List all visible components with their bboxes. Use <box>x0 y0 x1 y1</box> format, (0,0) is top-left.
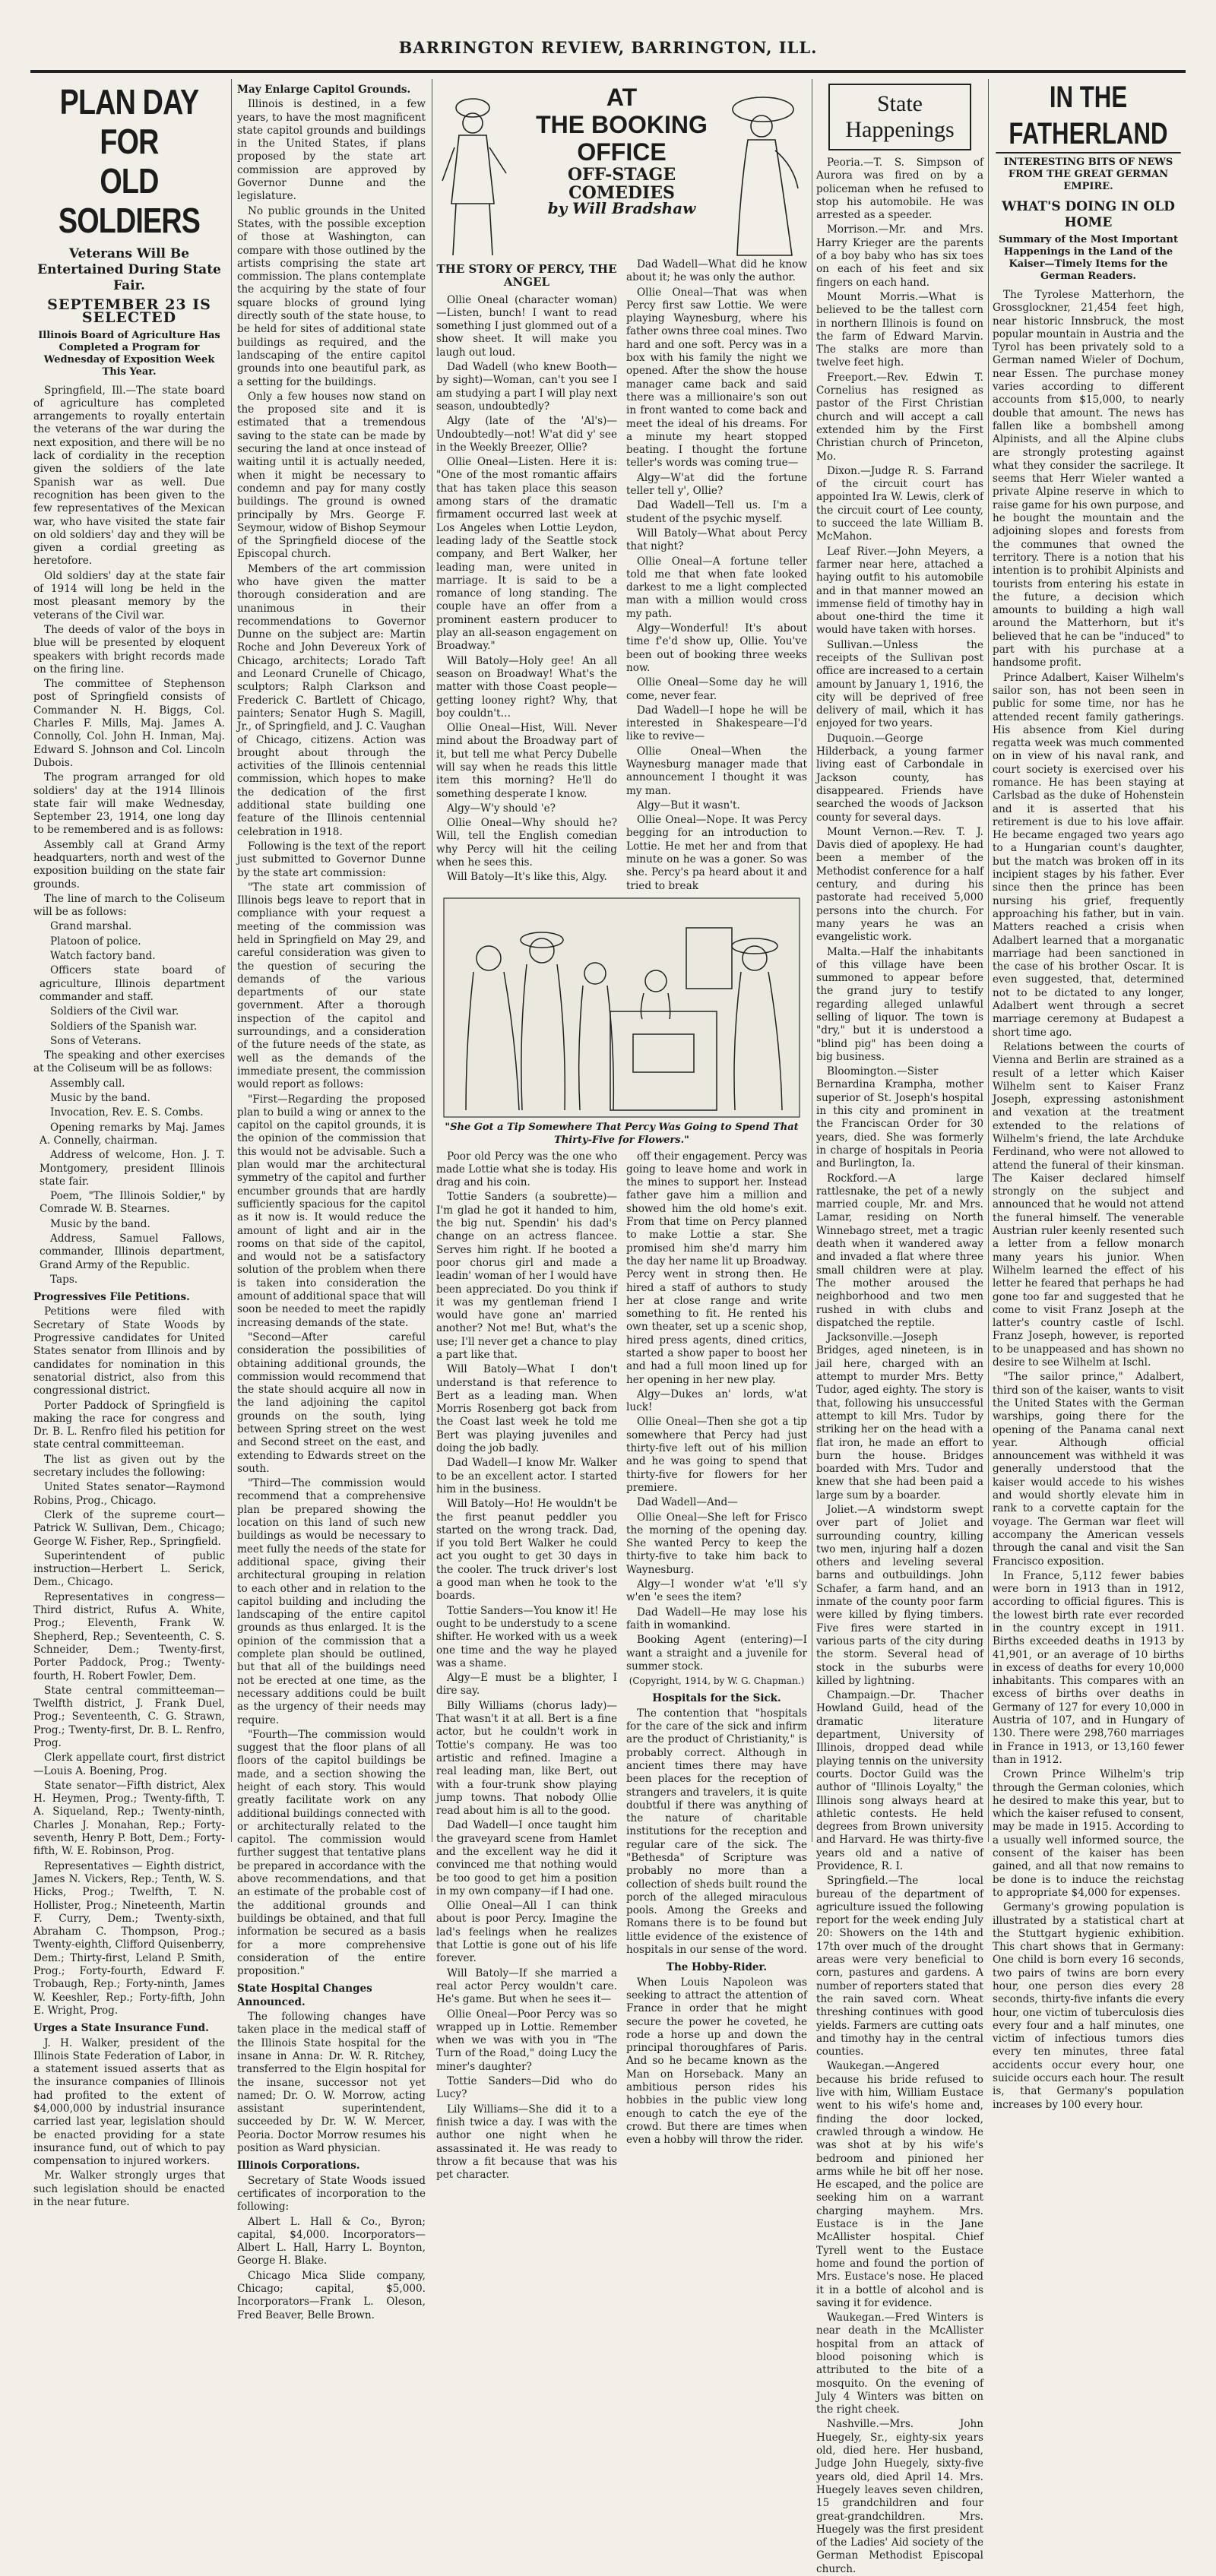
paragraph: Relations between the courts of Vienna and Berlin are strained as a result of a letter which Kaiser Wilhelm sent to Kaiser Franz Joseph, expressing astonishment and vexation at the treatment extended to the relations of Wilhelm's friend, the late Archduke Ferdinand, who were not allowed to attend the funeral of their kinsman. The Kaiser declared himself strongly on the subject and announced that he would not attend the funeral himself. The venerable Austrian ruler keenly resented such a letter from a fellow monarch many years his junior. When Wilhelm learned the effect of his letter he feared that perhaps he had gone too far and suggested that he come to visit Franz Joseph at the latter's country castle of Ischl. Franz Joseph, however, is reported to be unappeased and has shown no desire to see Wilhelm at Ischl. <box>993 1040 1184 1369</box>
fatherland-heading: IN THE FATHERLAND <box>996 79 1180 153</box>
booking-title-at: AT <box>606 84 638 111</box>
list-item: Taps. <box>50 1273 78 1286</box>
booking-subtitle: OFF-STAGE <box>567 165 676 185</box>
column-old-soldiers <box>33 79 225 2209</box>
list-item: Invocation, Rev. E. S. Combs. <box>50 1106 204 1119</box>
state-happenings-heading <box>828 84 971 150</box>
paragraph: J. H. Walker, president of the Illinois State Federation of Labor, in a statement issued asserts that as the insurance companies of Illinois had profited to the extent of $4,000,000 by industrial insurance carried last year, legislation should be enacted providing for a state insurance fund, out of which to pay compensation to injured workers. <box>33 2036 225 2168</box>
paragraph: Algy (late of the 'Al's)—Undoubtedly—not! W'at did y' see in the Weekly Breezer, Ollie? <box>436 415 617 454</box>
paragraph: The speaking and other exercises at the Coliseum will be as follows: <box>33 1049 225 1075</box>
news-item: Leaf River.—John Meyers, a farmer near here, attached a haying outfit to his automobile and in that manner mowed an immense field of timothy hay in about one-third the time it would have taken with horses. <box>816 545 983 637</box>
booking-col-left <box>436 258 617 894</box>
paragraph: Ollie Oneal—Hist, Will. Never mind about the Broadway part of it, but tell me what Percy Dubelle will say when he reads this little item this morning? He'll do something desperate I know. <box>436 722 617 800</box>
news-item: Malta.—Half the inhabitants of this village have been summoned to appear before the grand jury to testify regarding alleged unlawful selling of liquor. The town is "dry," but it is understood a "blind pig" has been doing a big business. <box>816 945 983 1063</box>
booking-title-booking: THE BOOKING <box>536 111 708 138</box>
paragraph: Ollie Oneal—Listen. Here it is: "One of the most romantic affairs that has taken place this season among stars of the dramatic firmament occurred last week at Los Angeles when Lottie Leydon, leading lady of the Seattle stock company, and Bert Walker, her leading man, were united in marriage. It is said to be a romance of long standing. The couple have an offer from a prominent eastern producer to play an all-season engagement on Broadway." <box>436 456 617 653</box>
news-item: Peoria.—T. S. Simpson of Aurora was fired on by a policeman when he refused to stop his automobile. He was arrested as a speeder. <box>816 157 983 222</box>
paragraph: Representatives — Eighth district, James N. Vickers, Rep.; Tenth, W. S. Hicks, Prog.; Twelfth, T. N. Hollister, Prog.; Nineteenth, Martin F. Curry, Dem.; Twenty-sixth, Abraham C. Thompson, Prog.; Twenty-eighth, Clifford Quisenberry, Dem.; Thirty-first, Leland P. Smith, Prog.; Forty-fourth, Edward F. Trobaugh, Rep.; Forty-ninth, James W. Keeshler, Rep.; Forty-fifth, John E. Wright, Prog. <box>33 1859 225 2017</box>
booking-col-right <box>626 258 807 894</box>
list-item: Address of welcome, Hon. J. T. Montgomery, president Illinois state fair. <box>40 1149 225 1188</box>
news-item: Joliet.—A windstorm swept over part of Joliet and surrounding country, killing two men, injuring half a dozen others and leveling several barns and outbuildings. John Schafer, a farm hand, and an inmate of the county poor farm were killed by flying timbers. Five fires were started in various parts of the city during the storm. Several head of stock in the suburbs were killed by lightning. <box>816 1503 983 1687</box>
paragraph: Superintendent of public instruction—Herbert L. Serick, Dem., Chicago. <box>33 1549 225 1589</box>
news-item: Freeport.—Rev. Edwin T. Cornelius has resigned as pastor of the First Christian church and will accept a call extended him by the First Christian church of Princeton, Mo. <box>816 371 983 463</box>
deck: Summary of the Most Important Happenings in the Land of the Kaiser—Timely Items for the German Readers. <box>999 234 1178 282</box>
paragraph: Petitions were filed with Secretary of State Woods by Progressive candidates for United States senator from Illinois and by candidates for nomination in this senatorial district, also from this congressional district. <box>33 1305 225 1397</box>
heading-line: Happenings <box>845 117 955 142</box>
masthead: BARRINGTON REVIEW, BARRINGTON, ILL. <box>398 38 818 57</box>
paragraph: Dad Wadell—I once taught him the graveyard scene from Hamlet and the excellent way he did it convinced me that nothing would be too good to get him a position in my own company—if I had one. <box>436 1819 617 1897</box>
news-item: Waukegan.—Angered because his bride refused to live with him, William Eustace went to his wife's home and, finding the door locked, crawled through a window. He was shot at by his wife's bedroom and pinioned her arms while he bit off her nose. He escaped, and the police are seeking him on a warrant charging mayhem. Mrs. Eustace is in the Jane McAllister hospital. Chief Tyrell went to the Eustace home and found the portion of Mrs. Eustace's nose. He placed it in a bottle of alcohol and is saving it for evidence. <box>816 2060 983 2309</box>
paragraph: Algy—I wonder w'at 'e'll s'y w'en 'e sees the item? <box>626 1578 807 1604</box>
paragraph: Ollie Oneal—She left for Frisco the morning of the opening day. She wanted Percy to keep the thirty-five to take him back to Waynesburg. <box>626 1511 807 1576</box>
paragraph: The line of march to the Coliseum will be as follows: <box>33 892 225 919</box>
section-heading: State Hospital Changes Announced. <box>237 1983 372 2008</box>
paragraph: Tottie Sanders (a soubrette)—I'm glad he got it handed to him, the big nut. Spendin' his dad's change on an actress flancee. Serves him right. If he booted a poor chorus girl and made a leadin' woman of her I would have been appreciated. Do you think if it was my gentleman friend I would have gone an' married another? Not me! But, what's the use; I'll never get a chance to play a part like that. <box>436 1191 617 1361</box>
paragraph: Mr. Walker strongly urges that such legislation should be enacted in the near future. <box>33 2169 225 2209</box>
paragraph: Ollie Oneal—When the Waynesburg manager made that announcement I thought it was my man. <box>626 745 807 797</box>
news-item: Mount Vernon.—Rev. T. J. Davis died of apoplexy. He had been a member of the Methodist conference for a half century, and during his pastorate had received 5,000 persons into the church. For many years he was an evangelistic work. <box>816 825 983 944</box>
booking-title-block <box>512 84 731 215</box>
section-heading: The Hobby-Rider. <box>666 1961 768 1974</box>
news-item: Nashville.—Mrs. John Huegely, Sr., eighty-six years old, died here. Her husband, Judge John Huegely, sixty-five years old, died April 14. Mrs. Huegely leaves seven children, 15 grandchildren and four great-grandchildren. Mrs. Huegely was the first president of the Ladies' Aid society of the German Methodist Episcopal church. <box>816 2418 983 2575</box>
section-heading: May Enlarge Capitol Grounds. <box>237 84 411 96</box>
column-rule <box>988 79 989 1842</box>
paragraph: Algy—E must be a blighter, I dire say. <box>436 1672 617 1698</box>
paragraph: Dad Wadell—What did he know about it; he was only the author. <box>626 258 807 284</box>
column-capitol-grounds <box>237 79 426 2321</box>
paragraph: Lily Williams—She did it to a finish twice a day. I was with the author one night when he assassinated it. He was ready to throw a fit because that was his pet character. <box>436 2103 617 2182</box>
list-item: Soldiers of the Spanish war. <box>50 1020 198 1033</box>
list-item: Poem, "The Illinois Soldier," by Comrade W. B. Stearnes. <box>40 1190 225 1216</box>
paragraph: Ollie Oneal—Why should he? Will, tell the English comedian why Percy will hit the ceiling when he sees this. <box>436 817 617 869</box>
paragraph: Prince Adalbert, Kaiser Wilhelm's sailor son, has not been seen in public for some time, nor has he attended recent family gatherings. His absence from Kiel during regatta week was much commented on in view of his naval rank, and court society is exercised over his romance. He has been staying at Carlsbad as the duke of Hohenstein and it is asserted that his retirement is due to his love affair. He became engaged two years ago to a Hungarian count's daughter, but the match was broken off in its incipient stages by his father. Ever since then the prince has been nursing his grief, frequently approaching his father, but in vain. Matters reached a crisis when Adalbert learned that a morganatic marriage had been sanctioned in the case of his brother Oscar. It is even suggested, that, determined not to be dictated to any longer, Adalbert went through a secret marriage ceremony at Budapest a short time ago. <box>993 671 1184 1039</box>
paragraph: Will Batoly—What I don't understand is that reference to Bert as a leading man. When Morris Rosenberg got back from the Coast last week he told me Bert was playing juveniles and doing the job badly. <box>436 1363 617 1455</box>
headline-line: OLD SOLDIERS <box>58 161 201 240</box>
paragraph: The list as given out by the secretary includes the following: <box>33 1453 225 1479</box>
paragraph: Tottie Sanders—Did who do Lucy? <box>436 2075 617 2101</box>
paragraph: When Louis Napoleon was seeking to attract the attention of France in order that he might secure the power he coveted, he rode a horse up and down the principal thoroughfares of Paris. And so he became known as the Man on Horseback. Many an ambitious person rides his hobbies in the public view long enough to catch the eye of the crowd. But there are times when even a hobby will throw the rider. <box>626 1976 807 2147</box>
paragraph: "The sailor prince," Adalbert, third son of the kaiser, wants to visit the United States with the German warships, going there for the opening of the Panama canal next year. Although official announcement was withheld it was generally understood that the kaiser would accede to his wishes and would shortly elevate him in rank to a corvette captain for the voyage. The German war fleet will accompany the American vessels through the canal and visit the San Francisco exposition. <box>993 1371 1184 1568</box>
paragraph: The contention that "hospitals for the care of the sick and infirm are the product of Christianity," is probably correct. Although in ancient times there may have been places for the reception of strangers and travelers, it is quite doubtful if there was anything of the nature of charitable institutions for the reception and regular care of the sick. The "Bethesda" of Scripture was probably no more than a collection of sheds built round the porch of the alleged miraculous pools. Among the Greeks and Romans there is to be found but little evidence of the existence of hospitals in our sense of the word. <box>626 1707 807 1957</box>
paragraph: Poor old Percy was the one who made Lottie what she is today. His drag and his coin. <box>436 1150 617 1189</box>
paragraph: Algy—Dukes an' lords, w'at luck! <box>626 1388 807 1414</box>
section-heading: Progressives File Petitions. <box>33 1291 190 1304</box>
paragraph: Will Batoly—If she married a real actor Percy wouldn't care. He's game. But when he sees it— <box>436 1967 617 2006</box>
story-title: THE STORY OF PERCY, THE ANGEL <box>436 262 617 290</box>
news-item: Dixon.—Judge R. S. Farrand of the circuit court has appointed Ira W. Lewis, clerk of the circuit court of Lee county, to succeed the late William B. McMahon. <box>816 464 983 543</box>
paragraph: Dad Wadell (who knew Booth—by sight)—Woman, can't you see I am studying a part I will play next season, undoubtedly? <box>436 361 617 413</box>
column-rule <box>231 79 232 1842</box>
paragraph: State senator—Fifth district, Alex H. Heymen, Prog.; Twenty-fifth, T. A. Siqueland, Rep.; Twenty-ninth, Charles J. Monahan, Rep.; Forty-seventh, Henry P. Bott, Dem.; Forty-fifth, W. E. Robinson, Prog. <box>33 1779 225 1858</box>
paragraph: Algy—But it wasn't. <box>637 799 740 812</box>
list-item: Sons of Veterans. <box>50 1034 141 1047</box>
paragraph: Illinois is destined, in a few years, to have the most magnificent state capitol grounds and buildings in the United States, if plans proposed by the state art commission are approved by Governor Dunne and the legislature. <box>237 98 426 203</box>
paragraph: Crown Prince Wilhelm's trip through the German colonies, which he desired to make this year, but to which the kaiser refused to consent, may be made in 1915. According to a usually well informed source, the consent of the kaiser has been gained, and all that now remains to be done is to induce the reichstag to appropriate $4,000 for expenses. <box>993 1768 1184 1899</box>
paragraph: The committee of Stephenson post of Springfield consists of Commander N. H. Biggs, Col. Charles F. Mills, Maj. James A. Connolly, Col. John H. Inman, Maj. Edward S. Johnson and Col. Lincoln Dubois. <box>33 678 225 769</box>
column-booking-office <box>436 79 807 2182</box>
column-fatherland <box>993 79 1184 2111</box>
paragraph: Only a few houses now stand on the proposed site and it is estimated that a tremendous saving to the state can be made by securing the land at once instead of waiting until it is actually needed, when it might be necessary to condemn and pay for many costly buildings. The ground is owned principally by Mrs. George F. Seymour, widow of Bishop Seymour of the Springfield diocese of the Episcopal church. <box>237 390 426 561</box>
paragraph: Ollie Oneal—Some day he will come, never fear. <box>626 676 807 702</box>
paragraph: Assembly call at Grand Army headquarters, north and west of the exposition building on the state fair grounds. <box>33 838 225 891</box>
paragraph: State central committeeman—Twelfth district, J. Frank Duel, Prog.; Seventeenth, C. G. Strawn, Prog.; Twenty-first, Dr. B. L. Renfro, Prog. <box>33 1684 225 1749</box>
paragraph: Members of the art commission who have given the matter thorough consideration and are unanimous in their recommendations to Governor Dunne on the subject are: Martin Roche and John Devereux York of Chicago, architects; Lorado Taft and Leonard Crunelle of Chicago, sculptors; Ralph Clarkson and Frederick C. Bartlett of Chicago, painters; Senator Hugh S. Magill, Jr., of Springfield, and J. C. Vaughan of Chicago, citizens. Action was brought about through the activities of the Illinois centennial commission, which hopes to make the dedication of the first additional state building one feature of the Illinois centennial celebration in 1918. <box>237 562 426 838</box>
paragraph: "The state art commission of Illinois begs leave to report that in compliance with your request a meeting of the commission was held in Springfield on May 29, and careful consideration was given to the question of securing the demands of the various departments of our state government. After a thorough inspection of the capitol and surroundings, and a consideration of the future needs of the state, as well as the demands of the immediate present, the commission would report as follows: <box>237 881 426 1091</box>
news-item: Morrison.—Mr. and Mrs. Harry Krieger are the parents of a boy baby who has six toes on each of his feet and six fingers on each hand. <box>816 223 983 289</box>
subhead: WHAT'S DOING IN OLD HOME <box>1002 199 1175 230</box>
list-item: Address, Samuel Fallows, commander, Illinois department, Grand Army of the Republic. <box>40 1233 225 1271</box>
paragraph: Booking Agent (entering)—I want a straight and a juvenile for summer stock. <box>626 1634 807 1673</box>
booking-top-columns <box>436 258 807 894</box>
deck: Illinois Board of Agriculture Has Completed a Program for Wednesday of Exposition Week This Year. <box>38 329 220 378</box>
headline <box>51 82 208 240</box>
paragraph: Billy Williams (chorus lady)—That wasn't it at all. Bert is a fine actor, but he couldn't work in Tottie's company. He was too artistic and refined. Imagine a real leading man, like Bert, out with a four-trunk show playing jump towns. That nobody Ollie read about him is all to the good. <box>436 1699 617 1818</box>
top-rule <box>30 70 1186 73</box>
paragraph: Old soldiers' day at the state fair of 1914 will long be held in the most pleasant memory by the veterans of the Civil war. <box>33 569 225 622</box>
paragraph: The following changes have taken place in the medical staff of the Illinois State hospital for the insane in Anna: Dr. W. R. Ritchey, transferred to the Elgin hospital for the insane, successor not yet named; Dr. O. W. Morrow, acting assistant superintendent, succeeded by Dr. W. W. Mercer, Peoria. Doctor Morrow resumes his position as Ward physician. <box>237 2011 426 2155</box>
paragraph: No public grounds in the United States, with the possible exception of those at Washington, can compare with those outlined by the artists comprising the state art commission. The plans contemplate the acquiring by the state of four square blocks of ground lying directly south of the state house, to be held for sites of additional state buildings as required, and the landscaping of the entire capitol grounds into one beautiful park, as a setting for the buildings. <box>237 204 426 388</box>
paragraph: Springfield, Ill.—The state board of agriculture has completed arrangements to royally entertain the veterans of the war during the next exposition, and there will be no lack of cordiality in the reception given the soldiers of the late Spanish war as well. Due recognition has been given to the few representatives of the Mexican war, who have visited the state fair on old soldiers' day and they will be given a cordial greeting as heretofore. <box>33 384 225 568</box>
subhead: Veterans Will Be Entertained During State Fair. <box>37 246 221 293</box>
deck: INTERESTING BITS OF NEWS FROM THE GREAT GERMAN EMPIRE. <box>1003 157 1173 192</box>
news-item: Bloomington.—Sister Bernardina Krampha, mother superior of St. Joseph's hospital in this city and prominent in the Franciscan Order for 30 years, died. She was formerly in charge of hospitals in Peoria and Burlington, Ia. <box>816 1065 983 1170</box>
booking-subtitle: COMEDIES <box>568 183 675 203</box>
news-item: Jacksonville.—Joseph Bridges, aged nineteen, is in jail here, charged with an attempt to murder Mrs. Betty Tudor, aged eighty. The story is that, following his unsuccessful attempt to kill Mrs. Tudor by striking her on the head with a flat iron, he made an effort to burn the house. Bridges boarded with Mrs. Tudor and knew that she had been paid a large sum by a boarder. <box>816 1331 983 1502</box>
illustration-caption: "She Got a Tip Somewhere That Percy Was Going to Spend That Thirty-Five for Flowers." <box>445 1121 799 1147</box>
paragraph: Ollie Oneal (character woman)—Listen, bunch! I want to read something I just glommed out of a show sheet. It will make you laugh out loud. <box>436 293 617 359</box>
paragraph: Will Batoly—What about Percy that night? <box>626 527 807 553</box>
booking-col-left-lower <box>436 1150 617 2184</box>
paragraph: Porter Paddock of Springfield is making the race for congress and Dr. B. L. Renfro filed his petition for state central committeeman. <box>33 1399 225 1451</box>
paragraph: Dad Wadell—Tell us. I'm a student of the psychic myself. <box>626 499 807 525</box>
paragraph: Will Batoly—Holy gee! An all season on Broadway! What's the matter with those Coast people—getting looney right? Why, that boy couldn't… <box>436 654 617 720</box>
list-item: Music by the band. <box>50 1217 150 1230</box>
news-item: Springfield.—The local bureau of the department of agriculture issued the following report for the week ending July 20: Showers on the 14th and 17th over much of the drought areas were very beneficial to corn, pastures and gardens. A number of reporters stated that the rain saved corn. Wheat threshing continues with good yields. Farmers are cutting oats and timothy hay in the central counties. <box>816 1875 983 2059</box>
paragraph: "Fourth—The commission would suggest that the floor plans of all floors of the capitol buildings be made, and a section showing the height of each story. This would greatly facilitate work on any additional buildings connected with or architecturally related to the capitol. The commission would further suggest that tentative plans be prepared in accordance with the above recommendations, and that an estimate of the probable cost of the additional grounds and buildings be obtained, and that full information be secured as a basis for a more comprehensive consideration of the entire proposition." <box>237 1728 426 1978</box>
list-item: Watch factory band. <box>50 950 156 963</box>
news-item: Sullivan.—Unless the receipts of the Sullivan post office are increased to a certain amount by January 1, 1916, the city will be deprived of free delivery of mail, which it has enjoyed for two years. <box>816 638 983 730</box>
paragraph: Ollie Oneal—All I can think about is poor Percy. Imagine the lad's feelings when he realizes that Lottie is gone out of his life forever. <box>436 1900 617 1965</box>
paragraph: Will Batoly—It's like this, Algy. <box>447 871 607 884</box>
paragraph: Ollie Oneal—Poor Percy was so wrapped up in Lottie. Remember when we was with you in "The Turn of the Road," doing Lucy the miner's daughter? <box>436 2008 617 2073</box>
paragraph: Algy—Wonderful! It's about time f'e'd show up, Ollie. You've been out of booking three weeks now. <box>626 622 807 674</box>
booking-bottom-columns <box>436 1150 807 2184</box>
booking-header <box>436 79 807 258</box>
news-item: Rockford.—A large rattlesnake, the pet of a newly married couple, Mr. and Mrs. Lamar, residing on North Winnebago street, met a tragic death when it wandered away and invaded a flat where three small children were at play. The mother aroused the neighborhood and two men rushed in with clubs and dispatched the reptile. <box>816 1172 983 1329</box>
byline: by Will Bradshaw <box>547 199 696 217</box>
paragraph: Ollie Oneal—Nope. It was Percy begging for an introduction to Lottie. He met her and from that minute on he was a goner. So was she. Percy's pa heard about it and tried to break <box>626 814 807 892</box>
list-item: Grand marshal. <box>50 920 132 933</box>
paragraph: Dad Wadell—I hope he will be interested in Shakespeare—I'd like to revive— <box>626 704 807 743</box>
paragraph: Algy—W'at did the fortune teller tell y', Ollie? <box>626 471 807 498</box>
headline-line: PLAN DAY FOR <box>59 82 199 161</box>
subhead-selected: SEPTEMBER 23 IS SELECTED <box>47 296 211 327</box>
paragraph: "Third—The commission would recommend that a comprehensive plan be prepared showing the location on this land of such new buildings as would be necessary to meet fully the needs of the state for additional space, giving their architectural grouping in relation to each other and in relation to the capitol building and including the landscaping of the entire capitol grounds as thus enlarged. It is the opinion of the commission that a complete plan should be outlined, but that all of the buildings need not be erected at one time, as the necessary additions could be built as the urgency of their needs may require. <box>237 1477 426 1726</box>
paragraph: Clerk of the supreme court—Patrick W. Sullivan, Dem., Chicago; George W. Fisher, Rep., Springfield. <box>33 1508 225 1548</box>
list-item: Soldiers of the Civil war. <box>50 1005 179 1018</box>
paragraph: Chicago Mica Slide company, Chicago; capital, $5,000. Incorporators—Frank L. Oleson, Fred Beaver, Belle Brown. <box>237 2269 426 2321</box>
paragraph: The deeds of valor of the boys in blue will be presented by eloquent speakers with bright records made on the firing line. <box>33 623 225 676</box>
illustration-booking-scene <box>443 897 800 1118</box>
list-item: Music by the band. <box>50 1092 150 1105</box>
paragraph: In France, 5,112 fewer babies were born in 1913 than in 1912, according to official figures. This is the lowest birth rate ever recorded in the country except in 1911. Births exceeded deaths in 1913 by 41,901, or an average of 10 births in excess of deaths for every 10,000 inhabitants. This compares with an excess of births over deaths in Germany of 127 for every 10,000 in Austria of 107, and in Hungary of 130. There were 298,760 marriages in France in 1913, or 13,160 fewer than in 1912. <box>993 1569 1184 1766</box>
section-heading: Hospitals for the Sick. <box>652 1692 781 1705</box>
copyright-line: (Copyright, 1914, by W. G. Chapman.) <box>629 1676 805 1687</box>
paragraph: The program arranged for old soldiers' day at the 1914 Illinois state fair will make Wednesday, September 23, 1914, one long day to be remembered and is as follows: <box>33 771 225 837</box>
list-item: Assembly call. <box>50 1077 125 1090</box>
paragraph: Germany's growing population is illustrated by a statistical chart at the Stuttgart hygienic exhibition. This chart shows that in Germany: One child is born every 16 seconds, two pairs of twins are born every hour, one person dies every 28 seconds, thirty-five infants die every hour, one victim of tuberculosis dies every four and a half minutes, one victim of infectious tumors dies every ten minutes, three fatal accidents occur every hour, one suicide occurs each hour. The result is, that Germany's population increases by 100 every hour. <box>993 1901 1184 2111</box>
paragraph: Ollie Oneal—Then she got a tip somewhere that Percy had just thirty-five left out of his million and he was going to spend that thirty-five for flowers for her premiere. <box>626 1416 807 1494</box>
booking-col-right-lower <box>626 1150 807 2184</box>
paragraph: Algy—W'y should 'e? <box>447 802 556 815</box>
paragraph: Dad Wadell—He may lose his faith in womankind. <box>626 1606 807 1631</box>
paragraph: Dad Wadell—I know Mr. Walker to be an excellent actor. I started him in the business. <box>436 1457 617 1495</box>
paragraph: "First—Regarding the proposed plan to build a wing or annex to the capitol on the capitol grounds, it is the opinion of the commission that this would not be advisable. Such a plan would mar the architectural symmetry of the capitol and further encumber grounds that are hardly sufficiently spacious for the capitol as it now is. It would reduce the amount of light and air in the rooms on that side of the capitol, and would not be a satisfactory solution of the problem when there is taken into consideration the amount of additional space that will soon be needed to meet the rapidly increasing demands of the state. <box>237 1093 426 1329</box>
paragraph: off their engagement. Percy was going to leave home and work in the mines to support her. Instead father gave him a million and showed him the old home's exit. From that time on Percy planned to make Lottie a star. She promised him she'd marry him the day her name lit up Broadway. Percy went in strong then. He hired a staff of authors to study her at close range and write something to fit. He rented his own theater, set up a scenic shop, hired press agents, dined critics, started a show paper to boost her and had a full moon lined up for her opening in her new play. <box>626 1150 807 1386</box>
paragraph: Albert L. Hall & Co., Byron; capital, $4,000. Incorporators—Albert L. Hall, Harry L. Boynton, George H. Blake. <box>237 2215 426 2267</box>
news-item: Waukegan.—Fred Winters is near death in the McAllister hospital from an attack of blood poisoning which is attributed to the bite of a mosquito. On the evening of July 4 Winters was bitten on the right cheek. <box>816 2312 983 2416</box>
heading-line: State <box>877 91 923 116</box>
column-state-happenings <box>816 79 983 2575</box>
list-item: Officers state board of agriculture, Illinois department commander and staff. <box>40 964 225 1003</box>
news-item: Champaign.—Dr. Thacher Howland Guild, head of the dramatic literature department, University of Illinois, dropped dead while playing tennis on the university courts. Doctor Guild was the author of "Illinois Loyalty," the Illinois song always heard at athletic contests. He held degrees from Brown university and Harvard. He was thirty-five years old and a native of Providence, R. I. <box>816 1689 983 1872</box>
section-heading: Illinois Corporations. <box>237 2160 360 2173</box>
section-heading: Urges a State Insurance Fund. <box>33 2022 209 2035</box>
paragraph: Clerk appellate court, first district—Louis A. Boening, Prog. <box>33 1752 225 1777</box>
paragraph: Tottie Sanders—You know it! He ought to be understudy to a scene shifter. He worked with us a week one time and the way he played was a shame. <box>436 1604 617 1669</box>
paragraph: Ollie Oneal—A fortune teller told me that when fate looked darkest to me a light complected man with a million would cross my path. <box>626 555 807 620</box>
paragraph: Ollie Oneal—That was when Percy first saw Lottie. We were playing Waynesburg, where his father owns three coal mines. Two hard and one soft. Percy was in a box with his family the night we opened. After the show the house manager came back and said there was a millionaire's son out in front wanted to come back and meet the ideal of his dreams. For a minute my heart stopped beating. I thought the fortune teller's words was coming true— <box>626 286 807 470</box>
paragraph: "Second—After careful consideration the possibilities of obtaining additional grounds, the commission would recommend that the state should acquire all now in the land adjoining the capitol grounds on the south, lying between Spring street on the west and Second street on the east, and extending to Edwards street on the south. <box>237 1331 426 1475</box>
list-item: Opening remarks by Maj. James A. Connelly, chairman. <box>40 1121 225 1147</box>
paragraph: Representatives in congress—Third district, Rufus A. White, Prog.; Eleventh, Frank W. Shepherd, Rep.; Seventeenth, C. S. Schneider, Dem.; Twenty-first, Porter Paddock, Prog.; Twenty-fourth, H. Robert Fowler, Dem. <box>33 1590 225 1682</box>
paragraph: United States senator—Raymond Robins, Prog., Chicago. <box>33 1481 225 1507</box>
paragraph: The Tyrolese Matterhorn, the Grossglockner, 21,454 feet high, near historic Innsbruck, the most popular mountain in Austria and the Tyrol has been privately sold to a German named Wieler of Dochum, near Essen. The purchase money varies according to different accounts from $15,000, to nearly double that amount. The news has fallen like a bombshell among Alpinists, and all the Alpine clubs are strongly protesting against what they consider the sacrilege. It seems that Herr Wieler wanted a private Alpine reserve in which to raise game for his own purpose, and he bought the mountain and the adjoining slopes and forests from the communes that owned the territory. There is a notion that his intention is to prohibit Alpinists and tourists from entering his estate in the future, a decision which amounts to building a high wall around the Matterhorn, but it's believed that he can be "induced" to part with his purchase at a handsome profit. <box>993 289 1184 669</box>
news-item: Mount Morris.—What is believed to be the tallest corn in northern Illinois is found on the farm of Edward Marvin. The stalks are more than twelve feet high. <box>816 290 983 369</box>
list-item: Platoon of police. <box>50 935 141 948</box>
paragraph: Secretary of State Woods issued certificates of incorporation to the following: <box>237 2174 426 2214</box>
paragraph: Dad Wadell—And— <box>637 1496 738 1509</box>
paragraph: Following is the text of the report just submitted to Governor Dunne by the state art commission: <box>237 840 426 879</box>
booking-title-office: OFFICE <box>577 138 667 166</box>
news-item: Duquoin.—George Hilderback, a young farmer living east of Carbondale in Jackson county, has disappeared. Friends have searched the woods of Jackson county for several days. <box>816 732 983 824</box>
paragraph: Will Batoly—Ho! He wouldn't be the first peanut peddler you started on the wrong track. Dad, if you told Bert Walker he could act you ought to get 30 days in the cooler. The truck driver's lost a good man when he took to the boards. <box>436 1498 617 1603</box>
